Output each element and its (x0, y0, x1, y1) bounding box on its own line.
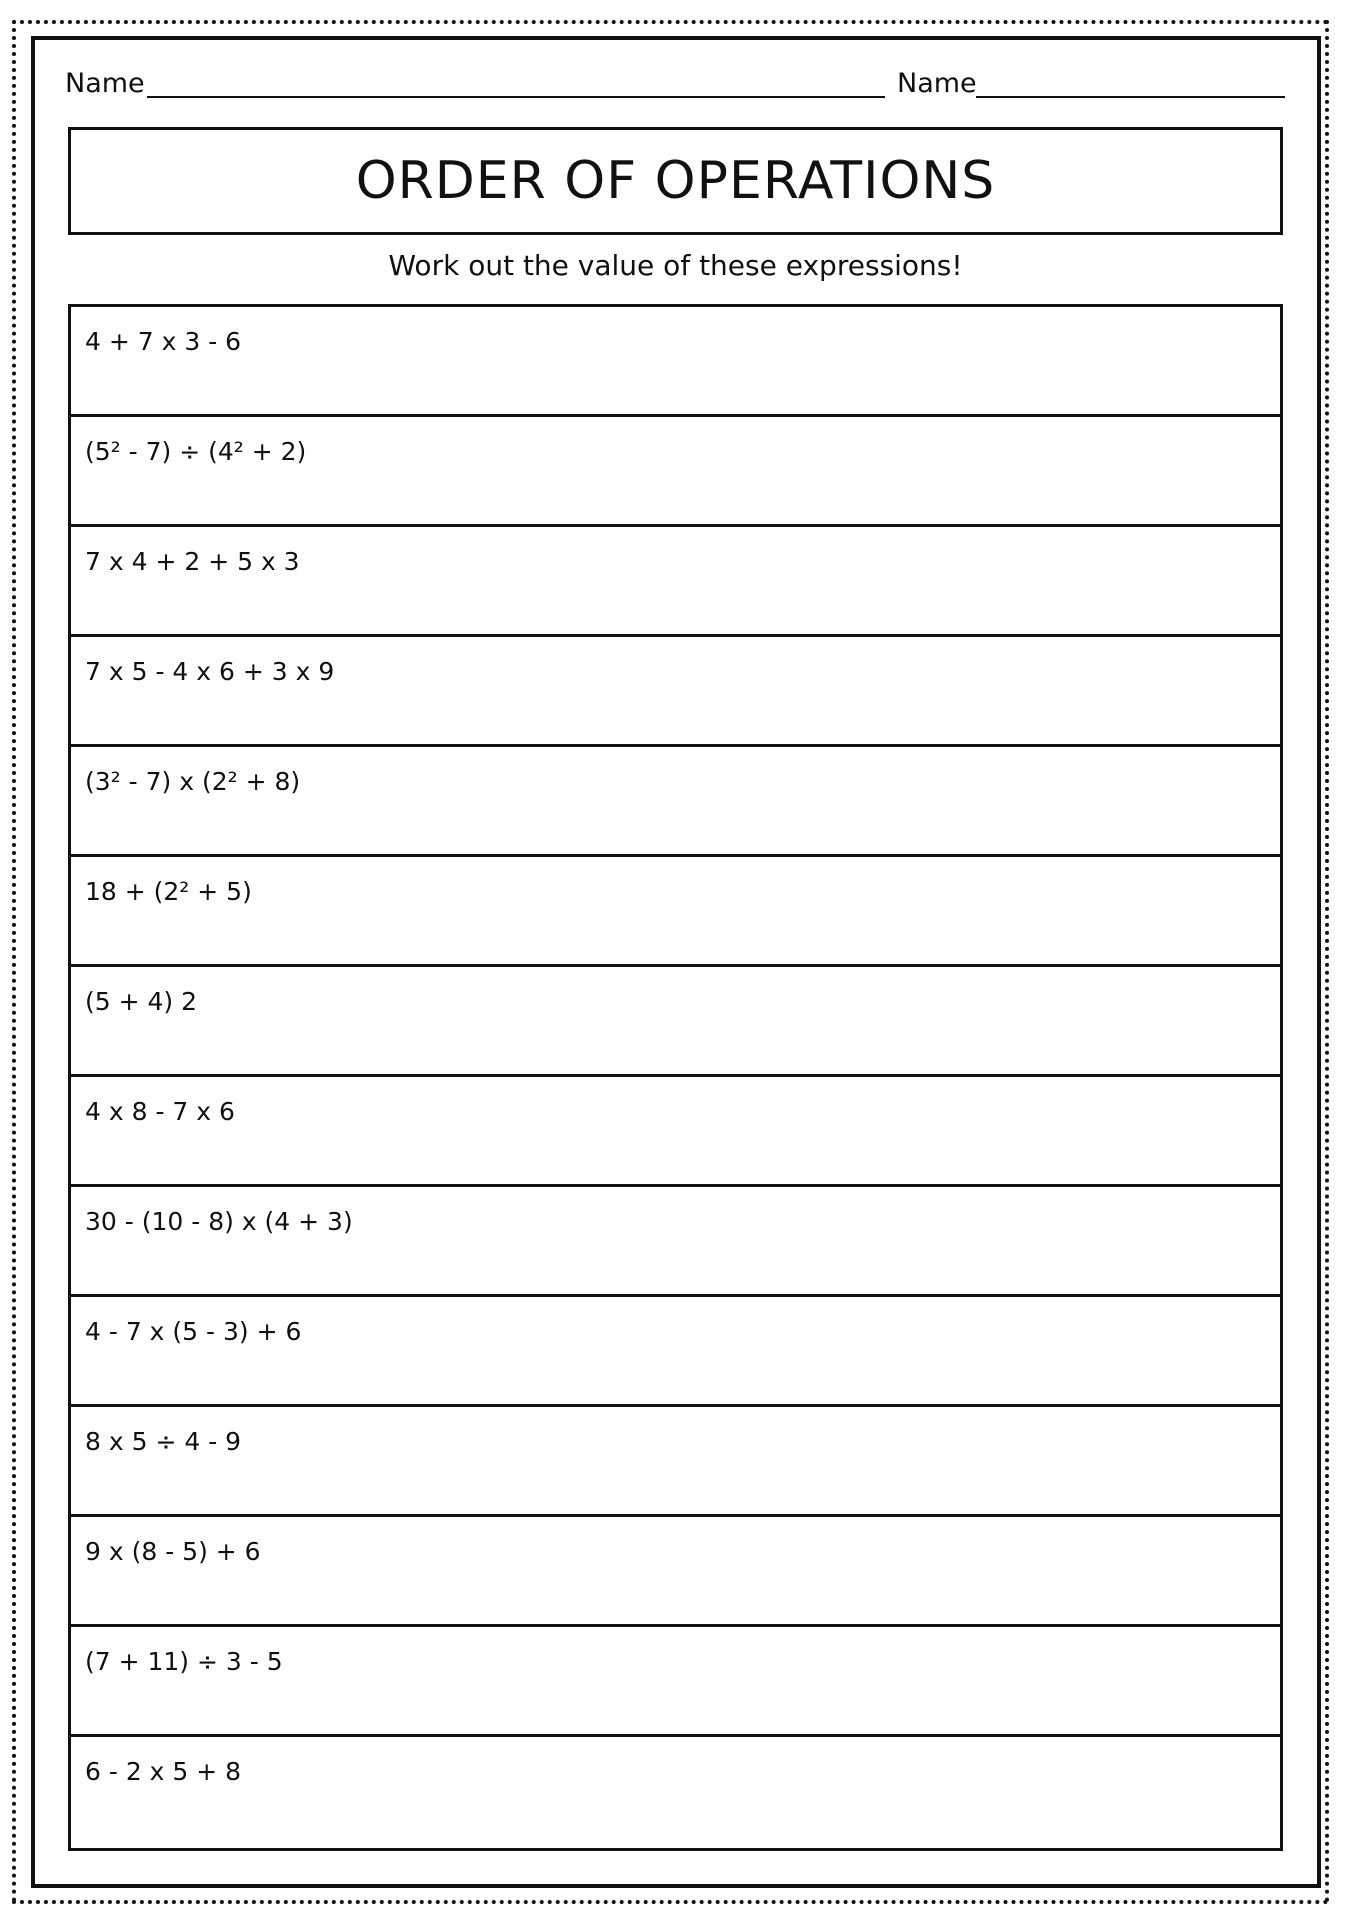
problem-expression: 8 x 5 ÷ 4 - 9 (85, 1427, 242, 1456)
name-label-left: Name (65, 68, 145, 99)
problem-row[interactable] (71, 307, 1280, 417)
problem-expression: 4 x 8 - 7 x 6 (85, 1097, 235, 1126)
problem-row[interactable] (71, 1077, 1280, 1187)
problems-table (68, 304, 1283, 1851)
problem-expression: 4 + 7 x 3 - 6 (85, 327, 242, 356)
problem-expression: 9 x (8 - 5) + 6 (85, 1537, 261, 1566)
problem-expression: (5 + 4) 2 (85, 987, 198, 1016)
problem-expression: (3² - 7) x (2² + 8) (85, 767, 301, 796)
problem-row[interactable] (71, 1187, 1280, 1297)
problem-row[interactable] (71, 1407, 1280, 1517)
problem-row[interactable] (71, 1737, 1280, 1847)
problem-expression: 18 + (2² + 5) (85, 877, 252, 906)
problem-row[interactable] (71, 747, 1280, 857)
name-label-right: Name (897, 68, 977, 99)
problem-expression: 7 x 5 - 4 x 6 + 3 x 9 (85, 657, 335, 686)
problem-row[interactable] (71, 967, 1280, 1077)
problem-expression: (7 + 11) ÷ 3 - 5 (85, 1647, 283, 1676)
problem-row[interactable] (71, 1297, 1280, 1407)
problem-row[interactable] (71, 637, 1280, 747)
page-title: ORDER OF OPERATIONS (355, 151, 996, 211)
problem-expression: 4 - 7 x (5 - 3) + 6 (85, 1317, 302, 1346)
problem-expression: 30 - (10 - 8) x (4 + 3) (85, 1207, 353, 1236)
problem-row[interactable] (71, 1517, 1280, 1627)
name-row (65, 64, 1285, 104)
problem-row[interactable] (71, 527, 1280, 637)
instruction-text: Work out the value of these expressions! (388, 249, 963, 282)
problem-row[interactable] (71, 1627, 1280, 1737)
problem-expression: (5² - 7) ÷ (4² + 2) (85, 437, 307, 466)
problem-expression: 6 - 2 x 5 + 8 (85, 1757, 242, 1786)
name-field-right[interactable] (976, 96, 1285, 98)
title-box (68, 127, 1283, 235)
problem-row[interactable] (71, 857, 1280, 967)
problem-row[interactable] (71, 417, 1280, 527)
problem-expression: 7 x 4 + 2 + 5 x 3 (85, 547, 300, 576)
name-field-left[interactable] (147, 96, 885, 98)
